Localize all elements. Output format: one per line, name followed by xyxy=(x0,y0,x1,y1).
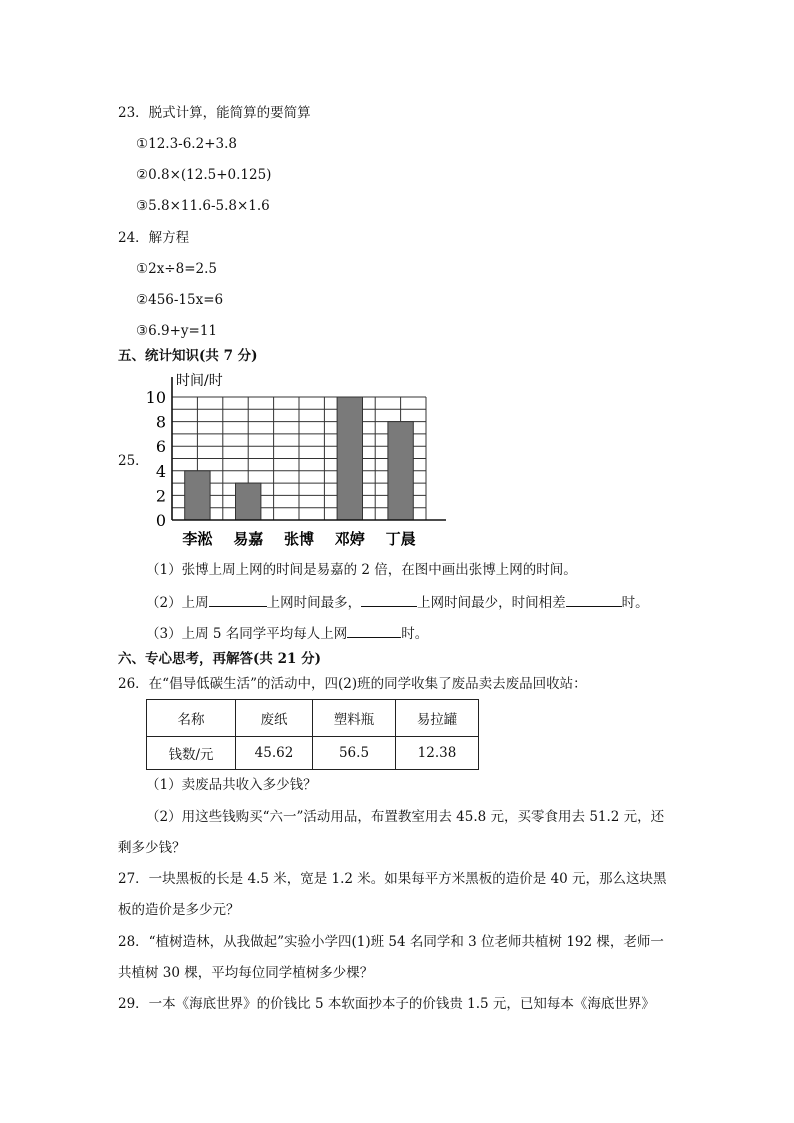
q25-sub2-c: 上网时间最少，时间相差 xyxy=(417,595,566,611)
bar-易嘉 xyxy=(236,483,261,520)
q26-sub1: （1）卖废品共收入多少钱？ xyxy=(146,777,317,793)
q24-item-2: ②456-15x=6 xyxy=(136,292,224,308)
q25-sub2-d: 时。 xyxy=(621,595,649,611)
x-category-label: 邓婷 xyxy=(334,530,365,548)
table-cell: 名称 xyxy=(147,700,236,737)
answer-blank-average[interactable] xyxy=(347,624,401,638)
q27-line1: 27．一块黑板的长是 4.5 米，宽是 1.2 米。如果每平方米黑板的造价是 40 元，那么这块黑 xyxy=(118,871,667,887)
q25-sub3-b: 时。 xyxy=(401,626,429,642)
table-cell: 塑料瓶 xyxy=(313,700,396,737)
bar-邓婷 xyxy=(337,397,362,520)
q28-line2: 共植树 30 棵，平均每位同学植树多少棵？ xyxy=(118,965,374,981)
q26-sub2-line2: 剩多少钱？ xyxy=(118,840,186,856)
y-tick-label: 10 xyxy=(145,388,166,407)
q25-sub2-a: （2）上周 xyxy=(146,595,209,611)
q24-item-3: ③6.9+y=11 xyxy=(136,323,217,339)
q25-sub2-b: 上网时间最多， xyxy=(266,595,362,611)
x-category-label: 李淞 xyxy=(182,530,213,548)
q23-item-2: ②0.8×(12.5+0.125) xyxy=(136,167,272,183)
q28-line1: 28．“植树造林，从我做起”实验小学四(1)班 54 名同学和 3 位老师共植树 192 棵，老师一 xyxy=(118,934,664,950)
section-6-title: 六、专心思考，再解答(共 21 分) xyxy=(118,651,321,667)
bar-丁晨 xyxy=(388,422,413,520)
q23-item-1: ①12.3-6.2+3.8 xyxy=(136,136,237,152)
table-cell: 56.5 xyxy=(313,737,396,770)
q25-sub3 xyxy=(146,624,428,643)
q24-title: 24．解方程 xyxy=(118,230,190,246)
q23-title: 23．脱式计算，能简算的要简算 xyxy=(118,105,311,121)
x-category-label: 张博 xyxy=(283,530,315,548)
x-category-label: 丁晨 xyxy=(385,530,416,548)
y-axis-label: 时间/时 xyxy=(176,373,223,389)
y-tick-label: 2 xyxy=(155,486,166,506)
y-tick-label: 8 xyxy=(155,412,166,432)
q26-intro: 26．在“倡导低碳生活”的活动中，四(2)班的同学收集了废品卖去废品回收站： xyxy=(118,676,587,692)
table-cell: 易拉罐 xyxy=(396,700,479,737)
y-tick-label: 4 xyxy=(155,461,166,481)
section-5-title: 五、统计知识(共 7 分) xyxy=(118,348,258,364)
q26-sub2-line1: （2）用这些钱购买“六一”活动用品，布置教室用去 45.8 元，买零食用去 51.2 元，还 xyxy=(146,809,665,825)
answer-blank-least[interactable] xyxy=(361,593,417,607)
time-bar-chart xyxy=(140,366,460,552)
q25-sub2 xyxy=(146,593,649,612)
x-category-label: 易嘉 xyxy=(233,530,264,548)
q25-sub1: （1）张博上周上网的时间是易嘉的 2 倍，在图中画出张博上网的时间。 xyxy=(146,562,577,578)
table-cell: 废纸 xyxy=(236,700,313,737)
table-row xyxy=(147,737,479,770)
q24-item-1: ①2x÷8=2.5 xyxy=(136,261,217,277)
table-cell: 12.38 xyxy=(396,737,479,770)
q27-line2: 板的造价是多少元？ xyxy=(118,902,240,918)
table-cell: 45.62 xyxy=(236,737,313,770)
y-tick-label: 6 xyxy=(155,437,166,457)
table-cell: 钱数/元 xyxy=(147,737,236,770)
q23-item-3: ③5.8×11.6-5.8×1.6 xyxy=(136,198,270,214)
waste-money-table xyxy=(146,699,479,770)
y-tick-label: 0 xyxy=(155,511,166,530)
answer-blank-difference[interactable] xyxy=(566,593,622,607)
q25-number: 25． xyxy=(118,453,149,469)
bar-李淞 xyxy=(185,471,210,520)
answer-blank-most[interactable] xyxy=(209,593,267,607)
q25-sub3-a: （3）上周 5 名同学平均每人上网 xyxy=(146,626,348,642)
table-header-row xyxy=(147,700,479,737)
q29-line1: 29．一本《海底世界》的价钱比 5 本软面抄本子的价钱贵 1.5 元，已知每本《海底世界》 xyxy=(118,996,655,1012)
